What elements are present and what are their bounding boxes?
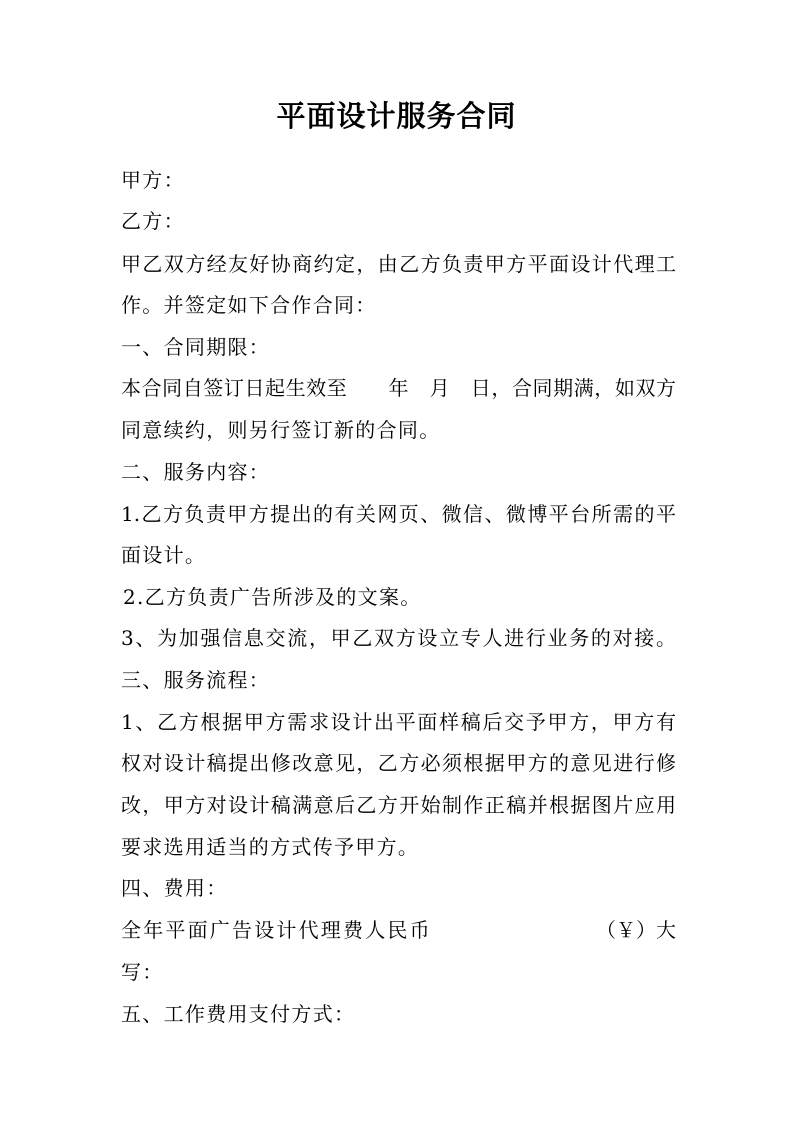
section-3-heading: 三、服务流程： [121,668,271,692]
service-item-2: 2.乙方负责广告所涉及的文案。 [123,585,422,609]
section-1-heading: 一、合同期限： [121,335,271,359]
section-4-heading: 四、费用： [121,876,228,900]
service-item-3: 3、为加强信息交流，甲乙双方设立专人进行业务的对接。 [121,626,676,650]
process-line-1: 1、乙方根据甲方需求设计出平面样稿后交予甲方，甲方有 [121,710,676,734]
party-b-line: 乙方： [121,209,185,233]
term-line-1: 本合同自签订日起生效至 年 月 日，合同期满，如双方 [121,376,676,400]
intro-line-1: 甲乙双方经友好协商约定，由乙方负责甲方平面设计代理工 [121,252,676,276]
section-2-heading: 二、服务内容： [121,460,271,484]
intro-line-2: 作。并签定如下合作合同： [121,293,377,317]
process-line-4: 要求选用适当的方式传予甲方。 [121,835,420,859]
process-line-2: 权对设计稿提出修改意见，乙方必须根据甲方的意见进行修 [121,751,676,775]
fee-uppercase-label: 写： [121,960,164,984]
service-item-1-line-1: 1.乙方负责甲方提出的有关网页、微信、微博平台所需的平 [121,502,676,526]
party-a-line: 甲方： [121,168,185,192]
service-item-1-line-2: 面设计。 [121,543,207,567]
section-5-heading: 五、工作费用支付方式： [121,1002,356,1026]
process-line-3: 改，甲方对设计稿满意后乙方开始制作正稿并根据图片应用 [121,793,676,817]
fee-label: 全年平面广告设计代理费人民币 [121,918,432,942]
fee-currency-label: （￥）大 [596,918,676,942]
fee-line [121,909,676,951]
contract-title: 平面设计服务合同 [276,99,517,133]
term-line-2: 同意续约，则另行签订新的合同。 [121,418,441,442]
